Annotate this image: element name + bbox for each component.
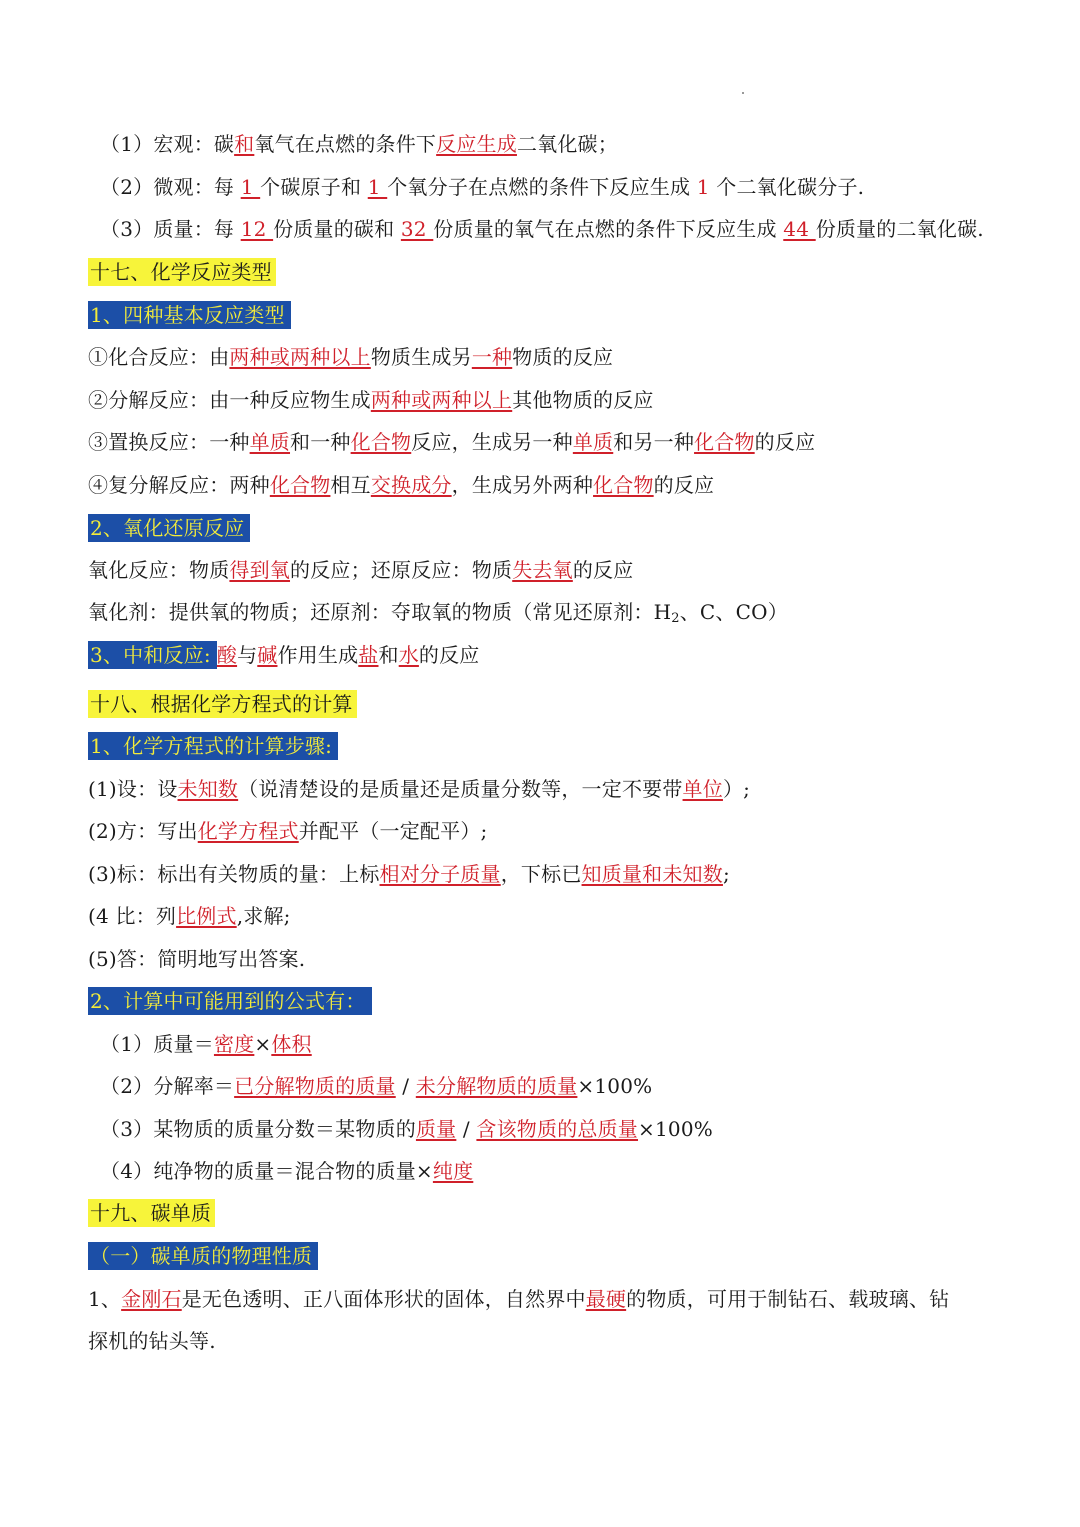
reaction-combination: ①化合反应：由两种或两种以上物质生成另一种物质的反应	[88, 345, 614, 369]
section-heading-17: 十七、化学反应类型	[88, 258, 276, 286]
calc-step-assume: (1)设：设未知数（说清楚设的是质量还是质量分数等，一定不要带单位）;	[88, 777, 751, 801]
calc-step-proportion: (4 比：列比例式,求解;	[88, 904, 291, 928]
subheading-calc-steps: 1、化学方程式的计算步骤:	[88, 732, 338, 760]
diamond-description-cont: 探机的钻头等.	[88, 1329, 216, 1353]
neutralization-reaction: 3、中和反应: 酸与碱作用生成盐和水的反应	[90, 643, 480, 667]
reaction-displacement: ③置换反应：一种单质和一种化合物反应，生成另一种单质和另一种化合物的反应	[88, 430, 816, 454]
calc-step-equation: (2)方：写出化学方程式并配平（一定配平）;	[88, 819, 488, 843]
section-heading-19: 十九、碳单质	[88, 1199, 215, 1227]
subheading-carbon-physical: （一）碳单质的物理性质	[88, 1242, 318, 1270]
formula-pure-mass: （4）纯净物的质量＝混合物的质量×纯度	[100, 1159, 474, 1183]
calc-step-label: (3)标：标出有关物质的量：上标相对分子质量，下标已知质量和未知数;	[88, 862, 730, 886]
section-heading-18: 十八、根据化学方程式的计算	[88, 690, 357, 718]
equation-meaning-micro: （2）微观：每 1 个碳原子和 1 个氧分子在点燃的条件下反应生成 1 个二氧化碳分子.	[100, 175, 865, 199]
oxidant-reductant-definition: 氧化剂：提供氧的物质；还原剂：夺取氧的物质（常见还原剂：$H_2$、C、CO）	[88, 600, 788, 626]
subheading-redox: 2、氧化还原反应	[88, 514, 250, 542]
calc-step-answer: (5)答：简明地写出答案.	[88, 947, 306, 971]
formula-decomposition-rate: （2）分解率＝已分解物质的质量 / 未分解物质的质量×100%	[100, 1074, 653, 1098]
formula-mass-fraction: （3）某物质的质量分数＝某物质的质量 / 含该物质的总质量×100%	[100, 1117, 713, 1141]
diamond-description: 1、金刚石是无色透明、正八面体形状的固体，自然界中最硬的物质，可用于制钻石、载玻璃、钻	[88, 1287, 950, 1311]
subheading-formulas: 2、计算中可能用到的公式有：	[88, 987, 372, 1015]
reaction-double-decomposition: ④复分解反应：两种化合物相互交换成分，生成另外两种化合物的反应	[88, 473, 715, 497]
subheading-reaction-types: 1、四种基本反应类型	[88, 301, 291, 329]
equation-meaning-mass: （3）质量：每 12 份质量的碳和 32 份质量的氧气在点燃的条件下反应生成 44 份质量的二氧化碳.	[100, 217, 984, 241]
formula-mass: （1）质量＝密度×体积	[100, 1032, 312, 1056]
equation-meaning-macro: （1）宏观：碳和氧气在点燃的条件下反应生成二氧化碳；	[100, 132, 618, 156]
scan-speck	[742, 92, 744, 94]
reaction-decomposition: ②分解反应：由一种反应物生成两种或两种以上其他物质的反应	[88, 388, 654, 412]
oxidation-reduction-definition: 氧化反应：物质得到氧的反应；还原反应：物质失去氧的反应	[88, 558, 634, 582]
